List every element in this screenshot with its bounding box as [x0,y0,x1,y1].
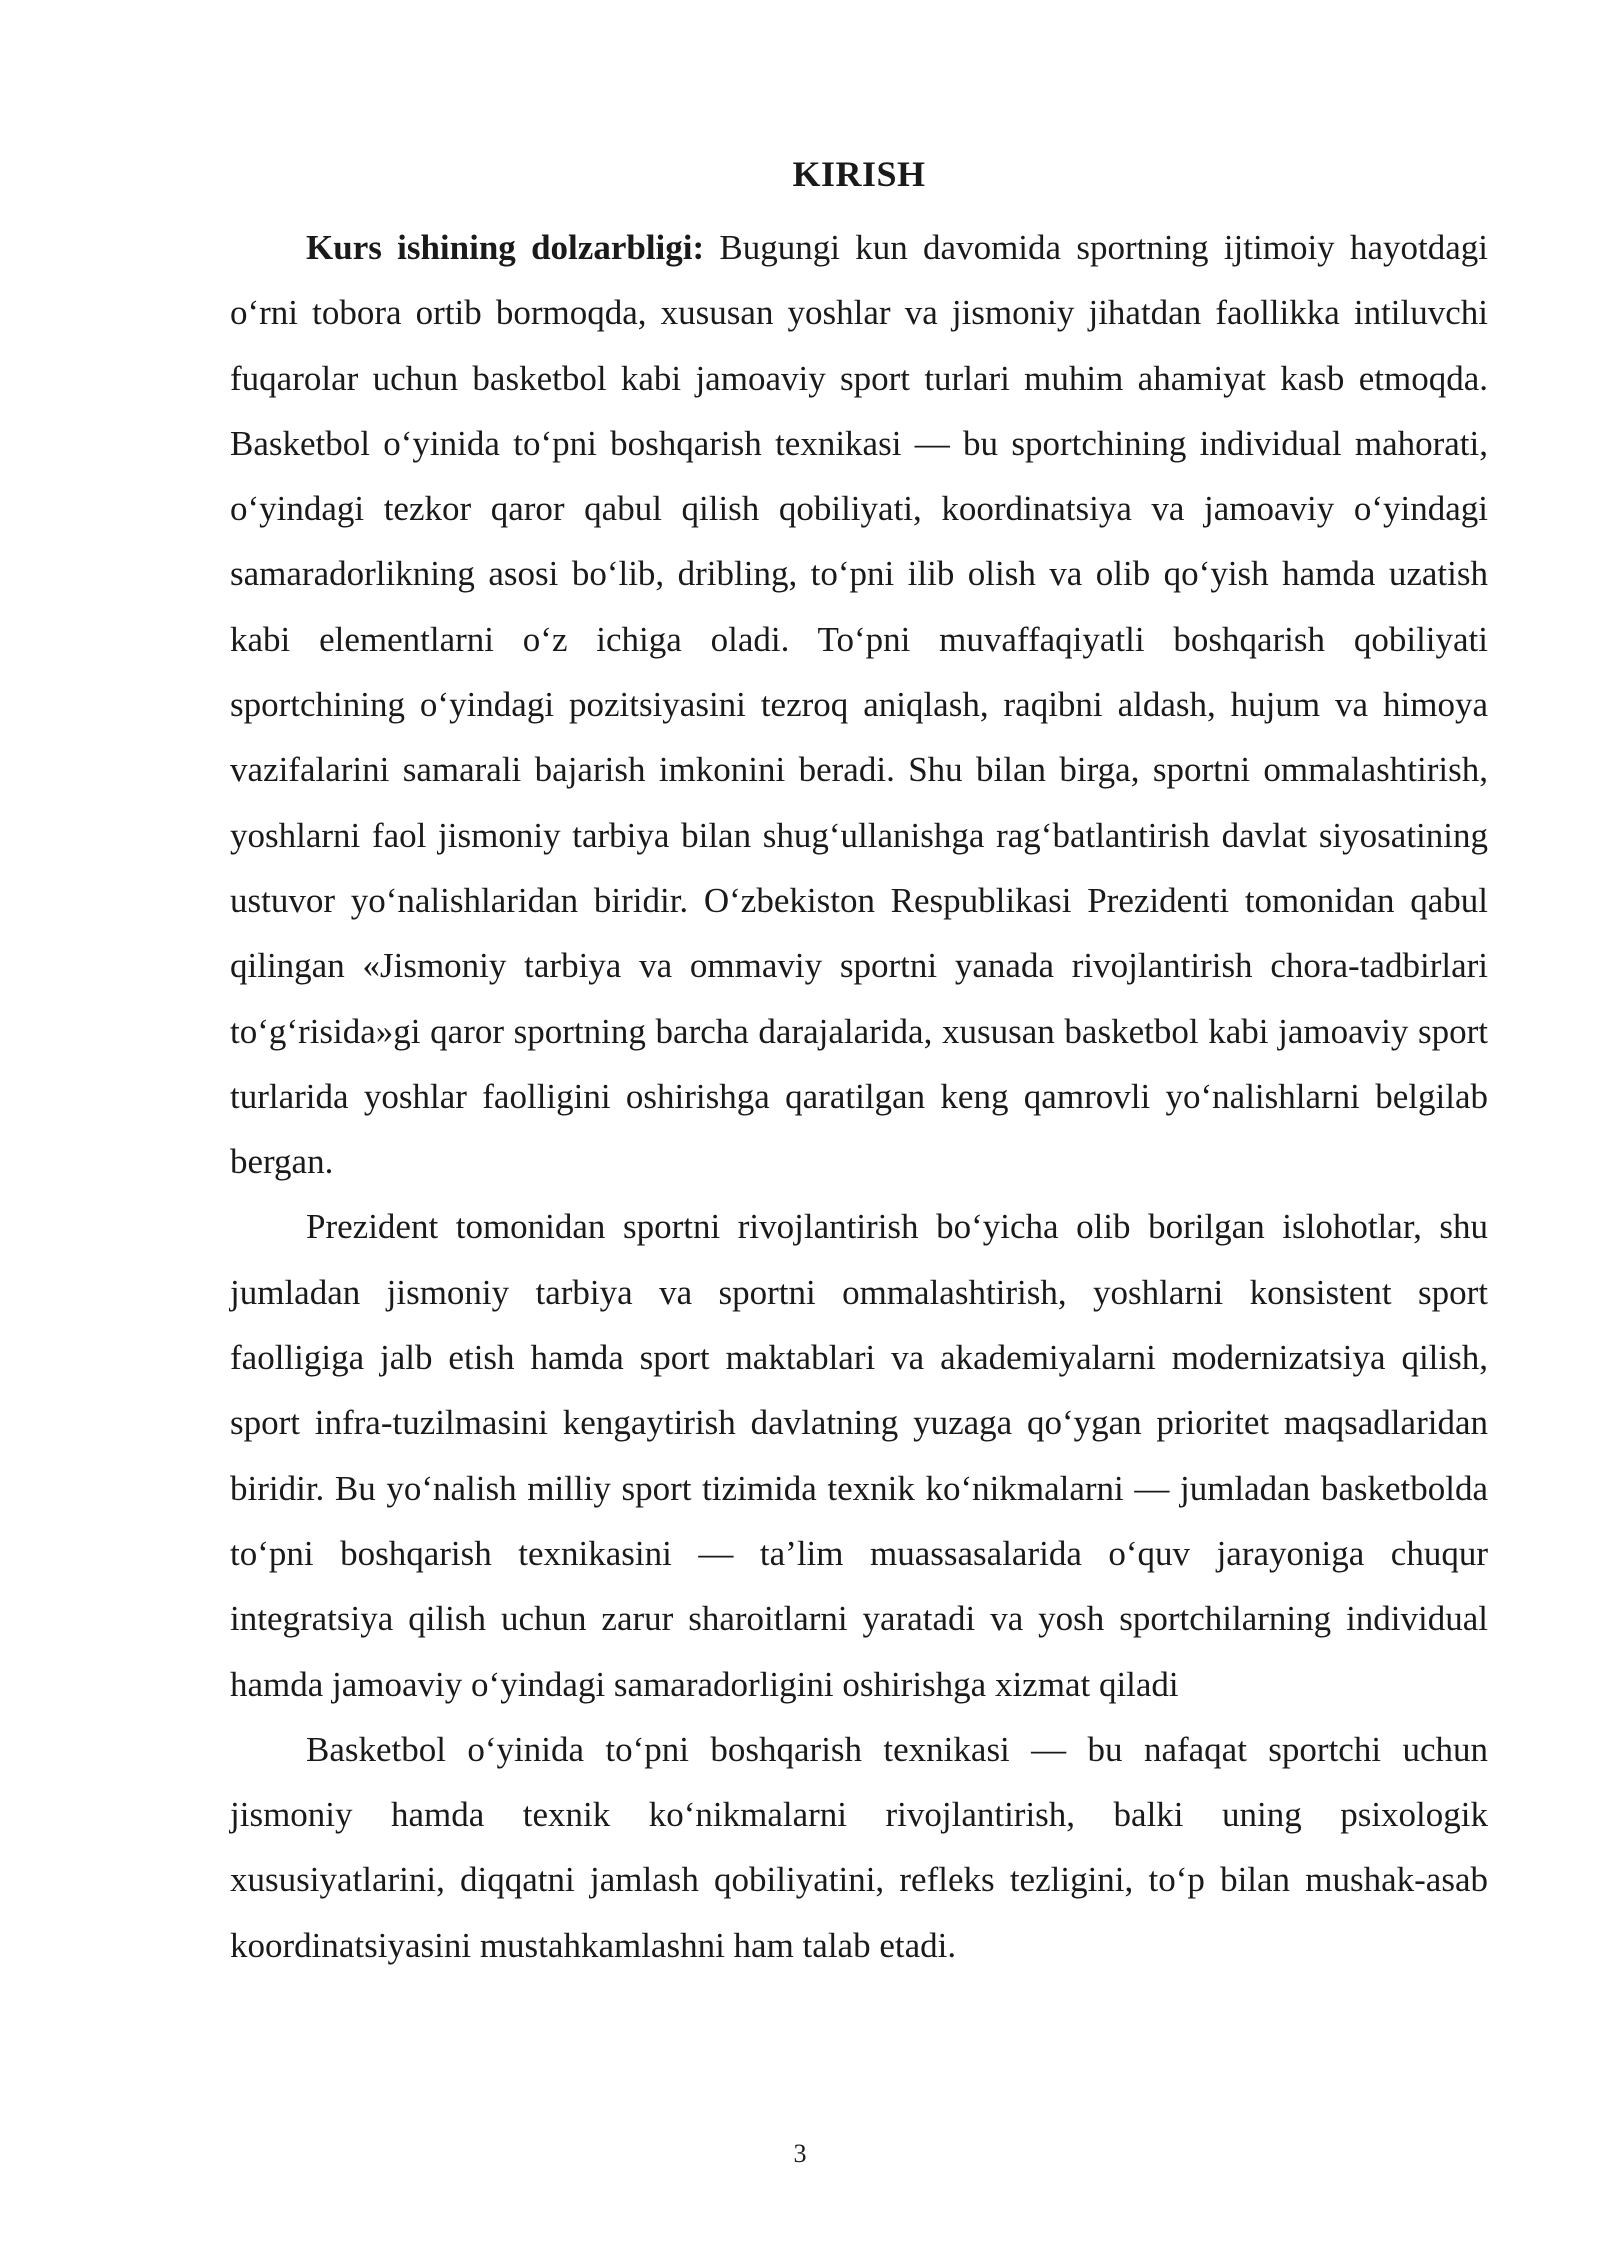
section-title: KIRISH [792,154,926,194]
paragraph-lead: Kurs ishining dolzarbligi: [306,228,705,267]
page-number: 3 [793,2139,807,2168]
document-page [230,150,1488,1978]
paragraph-technique: Basketbol o‘yinida to‘pni boshqarish texnikasi — bu nafaqat sportchi uchun jismoniy hamda texnik ko‘nikmalarni rivojlantirish, balki uning psixologik xususiyatlarini, diqqatni jamlash qobiliyatini, refleks tezligini, to‘p bilan mushak-asab koordinatsiyasini mustahkamlashni ham talab etadi. [230,1729,1488,1965]
paragraph-reforms: Prezident tomonidan sportni rivojlantirish bo‘yicha olib borilgan islohotlar, shu jumladan jismoniy tarbiya va sportni ommalashtirish, yoshlarni konsistent sport faolligiga jalb etish hamda sport maktablari va akademiyalarni modernizatsiya qilish, sport infra-tuzilmasini kengaytirish davlatning yuzaga qo‘ygan prioritet maqsadlaridan biridir. Bu yo‘nalish milliy sport tizimida texnik ko‘nikmalarni — jumladan basketbolda to‘pni boshqarish texnikasini — ta’lim muassasalarida o‘quv jarayoniga chuqur integratsiya qilish uchun zarur sharoitlarni yaratadi va yosh sportchilarning individual hamda jamoaviy o‘yindagi samaradorligini oshirishga xizmat qiladi [230,1207,1488,1704]
paragraph-body: Bugungi kun davomida sportning ijtimoiy hayotdagi o‘rni tobora ortib bormoqda, xususan yoshlar va jismoniy jihatdan faollikka intiluvchi fuqarolar uchun basketbol kabi jamoaviy sport turlari muhim ahamiyat kasb etmoqda. Basketbol o‘yinida to‘pni boshqarish texnikasi — bu sportchining individual mahorati, o‘yindagi tezkor qaror qabul qilish qobiliyati, koordinatsiya va jamoaviy o‘yindagi samaradorlikning asosi bo‘lib, dribling, to‘pni ilib olish va olib qo‘yish hamda uzatish kabi elementlarni o‘z ichiga oladi. To‘pni muvaffaqiyatli boshqarish qobiliyati sportchining o‘yindagi pozitsiyasini tezroq aniqlash, raqibni aldash, hujum va himoya vazifalarini samarali bajarish imkonini beradi. Shu bilan birga, sportni ommalashtirish, yoshlarni faol jismoniy tarbiya bilan shug‘ullanishga rag‘batlantirish davlat siyosatining ustuvor yo‘nalishlaridan biridir. O‘zbekiston Respublikasi Prezidenti tomonidan qabul qilingan «Jismoniy tarbiya va ommaviy sportni yanada rivojlantirish chora-tadbirlari to‘g‘risida»gi qaror sportning barcha darajalarida, xususan basketbol kabi jamoaviy sport turlarida yoshlar faolligini oshirishga qaratilgan keng qamrovli yo‘nalishlarni belgilab bergan. [230,228,1488,1182]
paragraph-relevance [230,215,1488,1194]
